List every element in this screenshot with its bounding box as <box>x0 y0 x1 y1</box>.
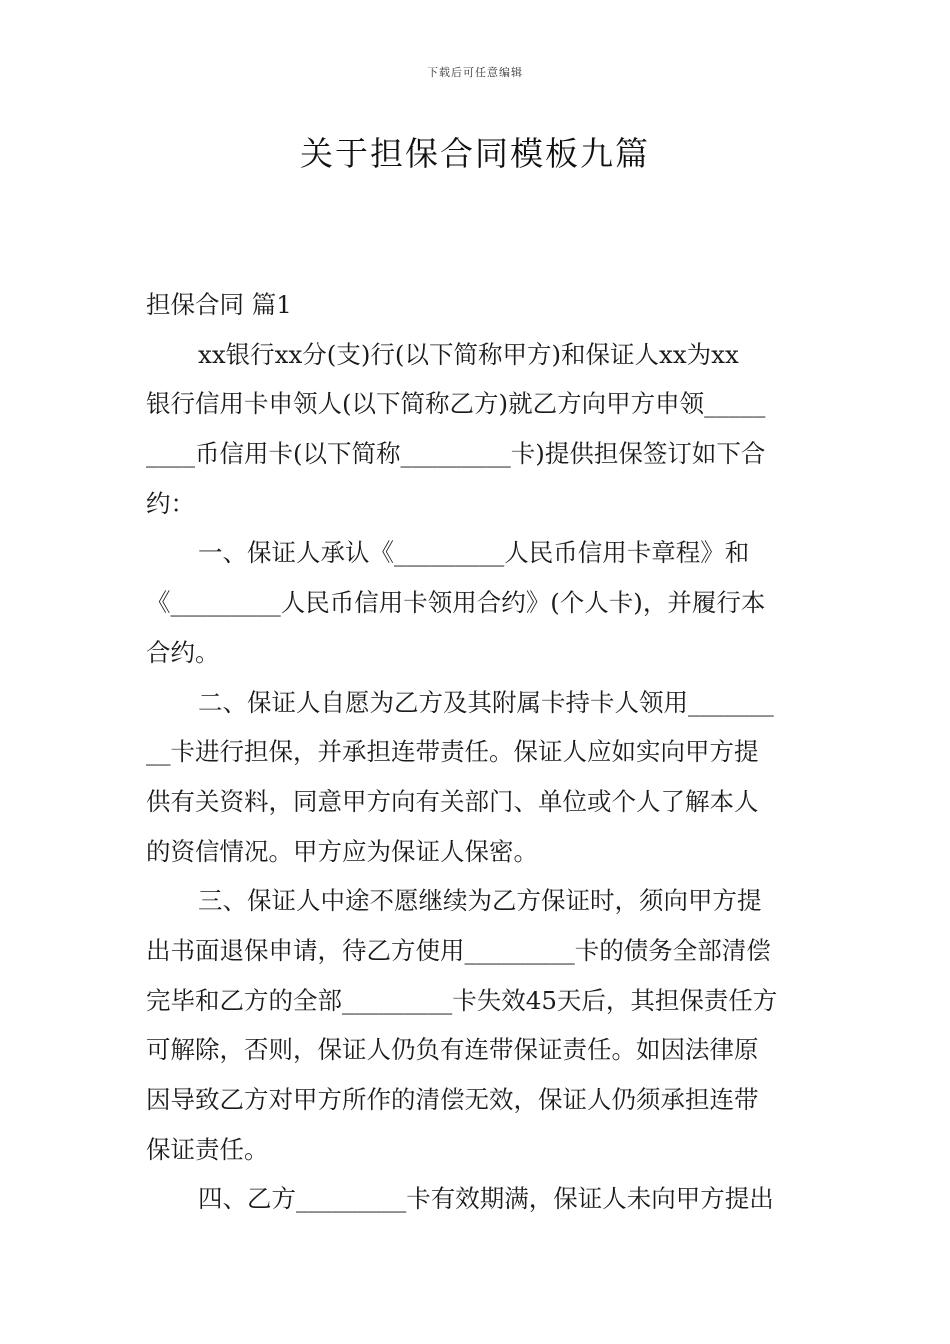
clause-1-line: 合约。 <box>146 637 220 667</box>
clause-2-line: 二、保证人自愿为乙方及其附属卡持卡人领用_______ <box>198 687 774 717</box>
clause-2-line: __卡进行担保，并承担连带责任。保证人应如实向甲方提 <box>146 737 759 767</box>
paragraph-intro-line: ____币信用卡(以下简称_________卡)提供担保签订如下合 <box>146 439 766 469</box>
paragraph-intro-line: 约： <box>146 488 195 518</box>
clause-1-line: 《_________人民币信用卡领用合约》(个人卡)，并履行本 <box>146 588 766 618</box>
document-body <box>146 280 808 1224</box>
header-note: 下载后可任意编辑 <box>427 66 523 79</box>
clause-3-line: 因导致乙方对甲方所作的清偿无效，保证人仍须承担连带 <box>146 1085 759 1114</box>
paragraph-intro-line: 银行信用卡申领人(以下简称乙方)就乙方向甲方申领_____ <box>146 389 766 419</box>
clause-1-line: 一、保证人承认《_________人民币信用卡章程》和 <box>198 538 750 568</box>
clause-2-line: 的资信情况。甲方应为保证人保密。 <box>146 836 538 866</box>
clause-2-line: 供有关资料，同意甲方向有关部门、单位或个人了解本人 <box>146 786 759 816</box>
clause-3-line: 出书面退保申请，待乙方使用_________卡的债务全部清偿 <box>146 935 771 965</box>
clause-3-line: 三、保证人中途不愿继续为乙方保证时，须向甲方提 <box>198 886 762 916</box>
clause-3-line: 保证责任。 <box>146 1134 269 1164</box>
document-title: 关于担保合同模板九篇 <box>300 134 650 173</box>
section-heading: 担保合同 篇1 <box>146 290 292 319</box>
paragraph-intro-line: xx银行xx分(支)行(以下简称甲方)和保证人xx为xx <box>198 339 739 369</box>
clause-4-line: 四、乙方_________卡有效期满，保证人未向甲方提出 <box>198 1184 774 1214</box>
clause-3-line: 可解除，否则，保证人仍负有连带保证责任。如因法律原 <box>146 1035 759 1065</box>
clause-3-line: 完毕和乙方的全部_________卡失效45天后，其担保责任方 <box>146 985 778 1015</box>
